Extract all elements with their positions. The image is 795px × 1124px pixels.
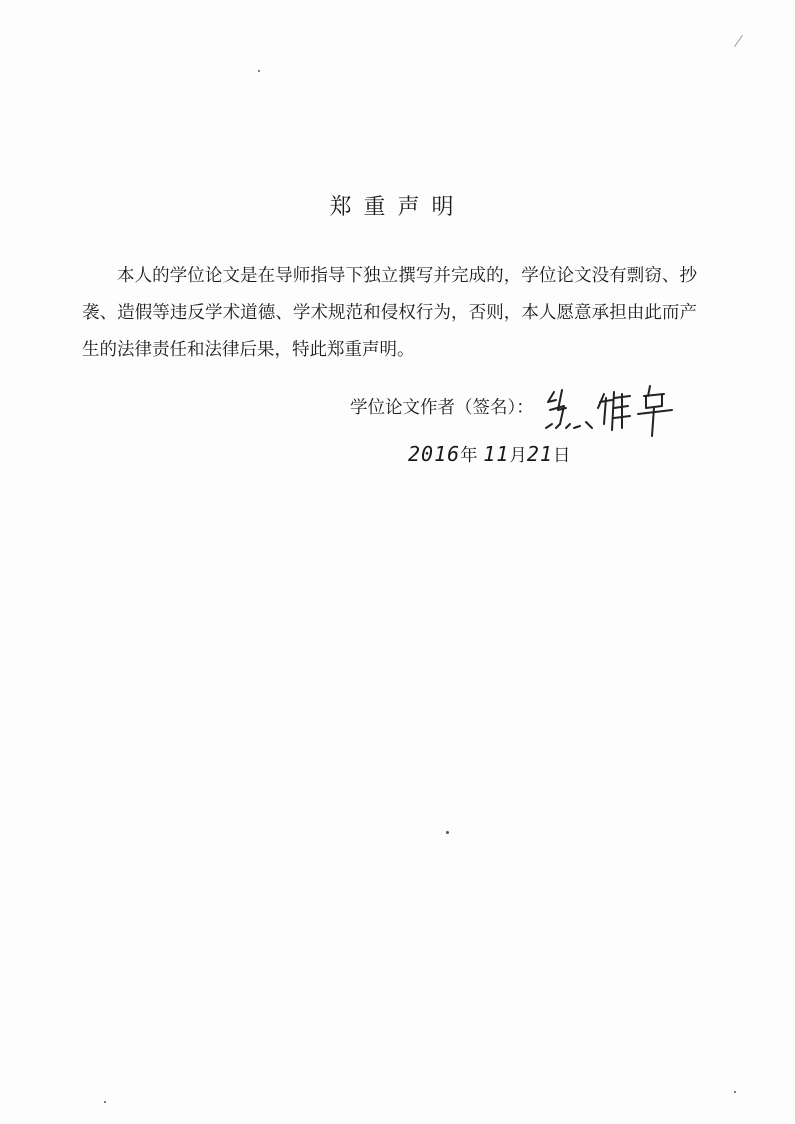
- scan-artifact: [446, 831, 449, 834]
- scan-artifact: [734, 1091, 736, 1093]
- date-day-suffix: 日: [552, 446, 571, 466]
- signature-label: 学位论文作者（签名）：: [350, 398, 534, 418]
- signature-date: [408, 442, 570, 467]
- date-year-suffix: 年: [460, 446, 478, 466]
- date-year: 2016: [408, 442, 461, 466]
- date-month: 11: [483, 442, 510, 466]
- page-title: 郑重声明: [329, 195, 466, 220]
- scan-artifact: [104, 1101, 106, 1103]
- scan-artifact: [258, 70, 260, 72]
- scan-artifact: [734, 35, 743, 47]
- handwritten-signature: [540, 380, 680, 440]
- date-month-suffix: 月: [509, 446, 527, 466]
- date-day: 21: [526, 442, 553, 466]
- declaration-body: 本人的学位论文是在导师指导下独立撰写并完成的，学位论文没有剽窃、抄袭、造假等违反学术道德、学术规范和侵权行为，否则，本人愿意承担由此而产生的法律责任和法律后果，特此郑重声明。: [82, 266, 697, 360]
